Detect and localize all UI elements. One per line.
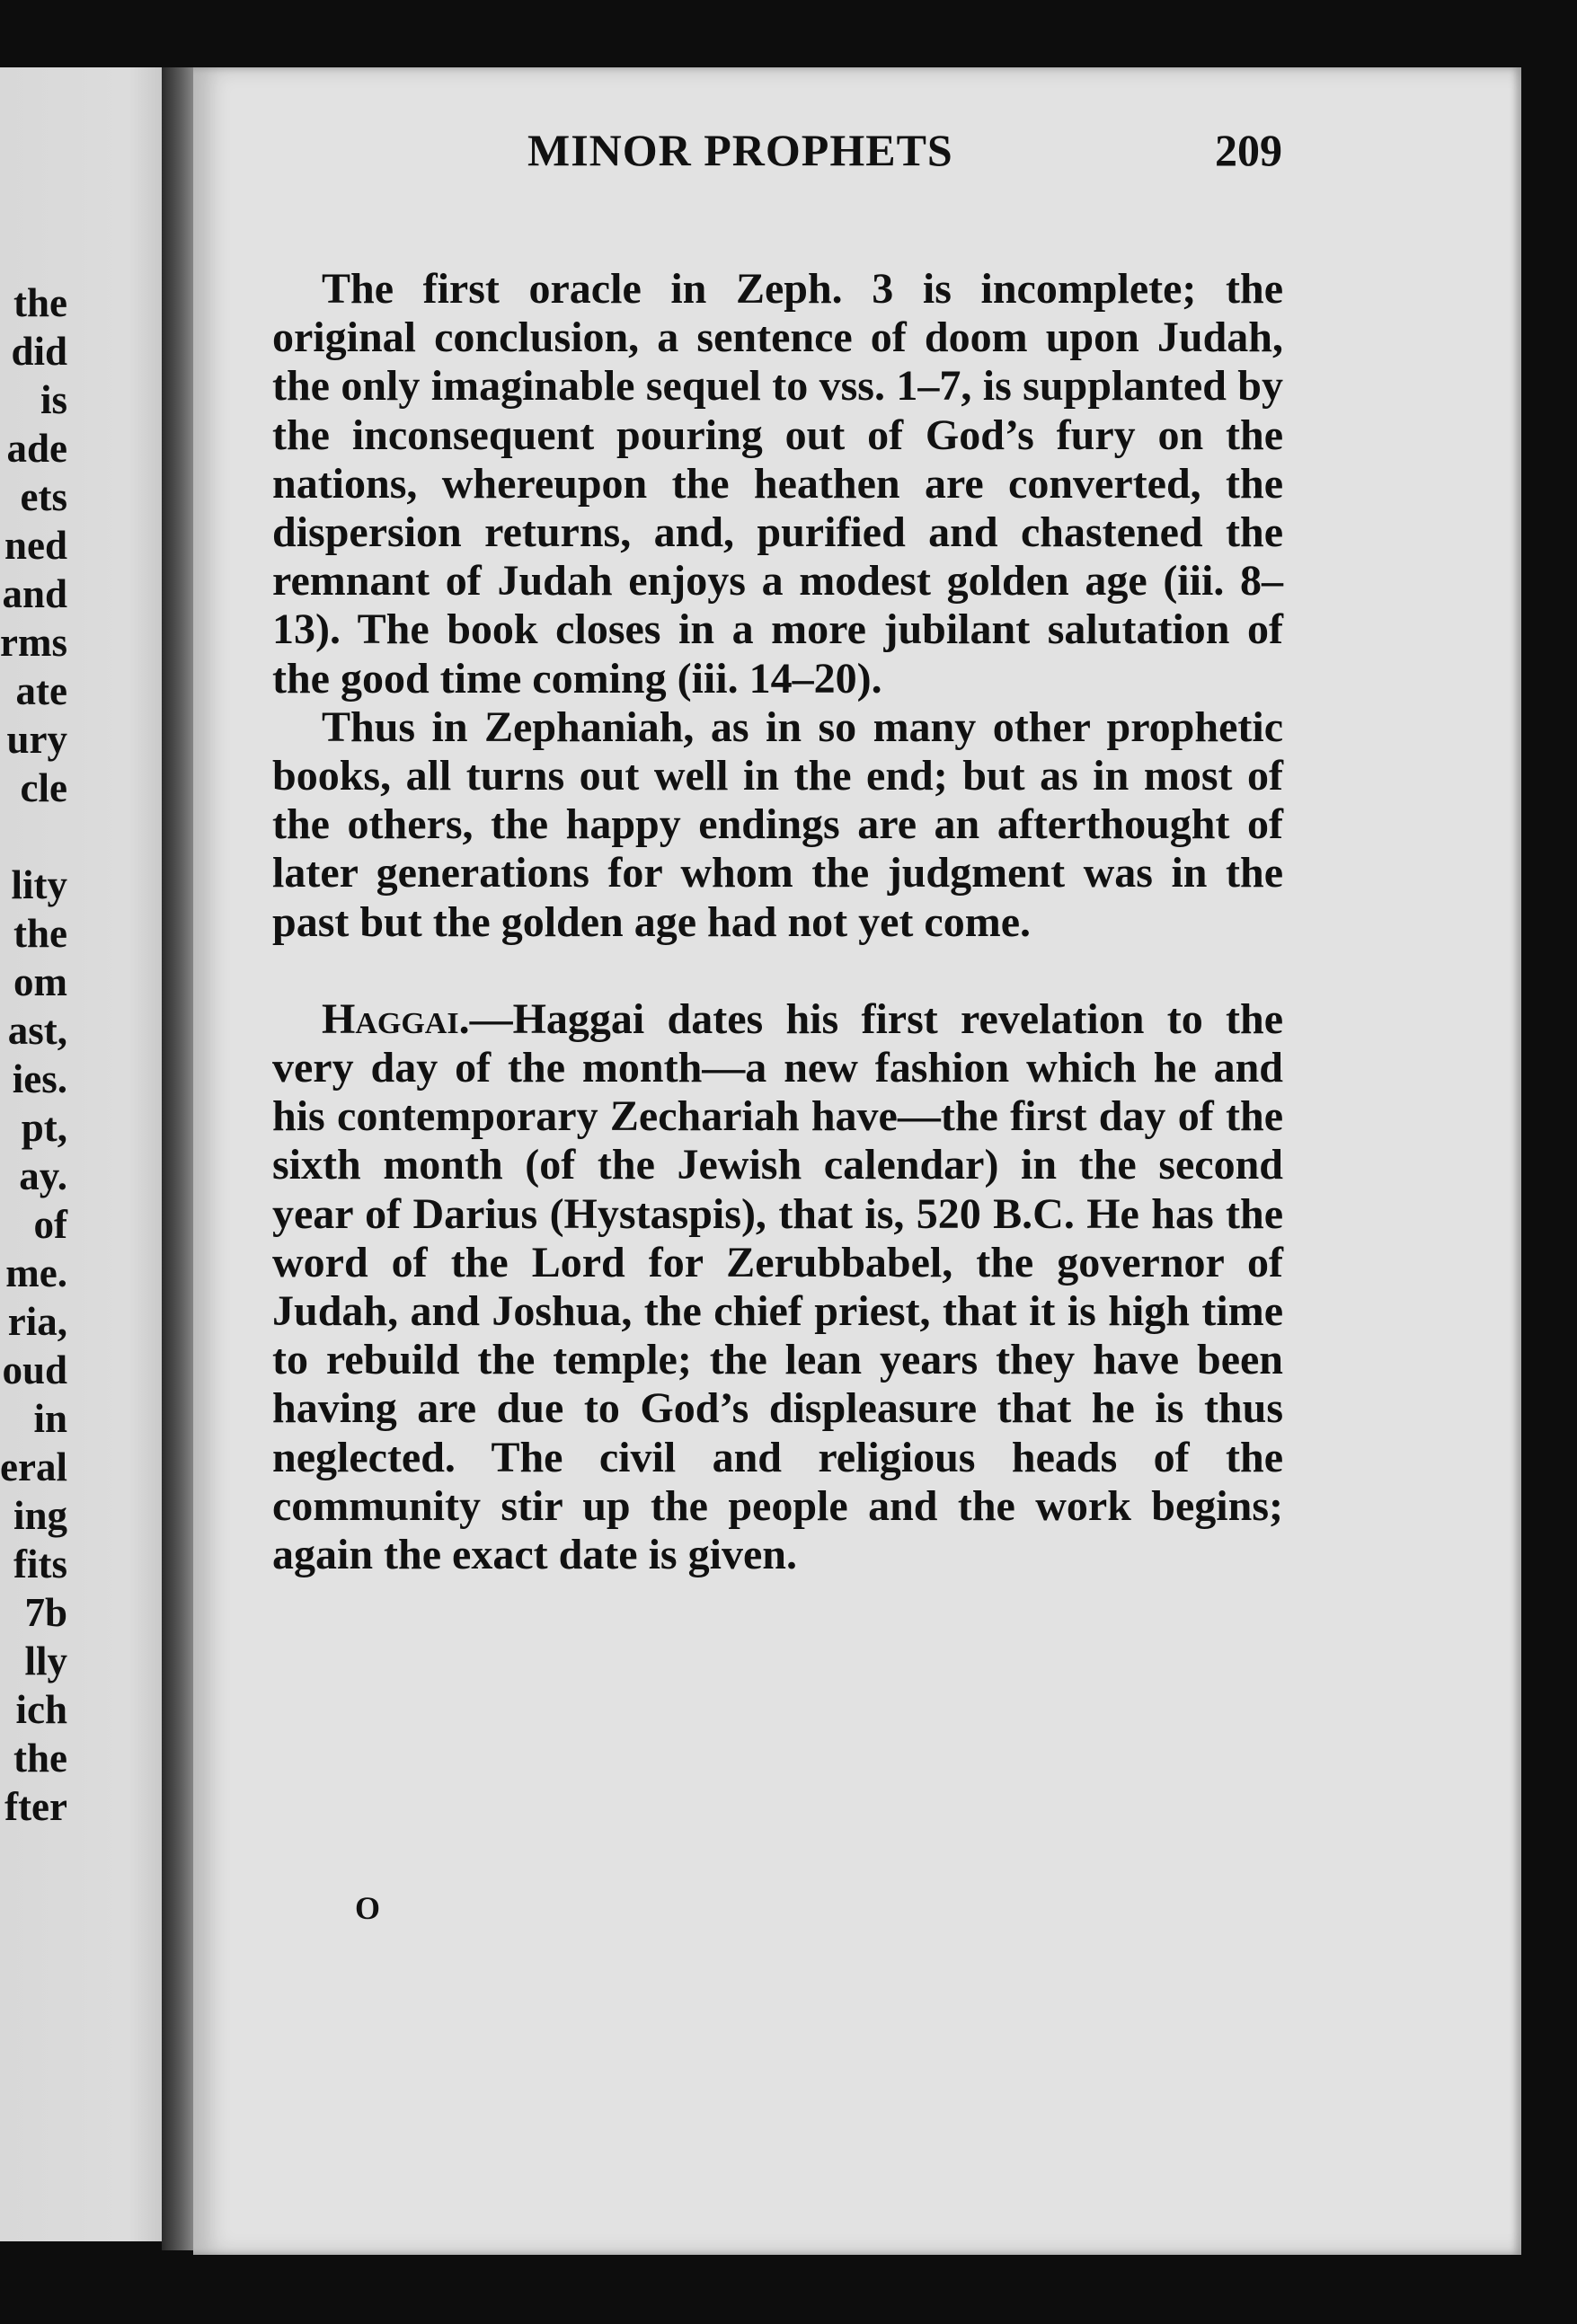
facing-page-fragment: in: [33, 1396, 67, 1441]
facing-page-fragment: lly: [24, 1639, 67, 1683]
facing-page-fragment: the: [13, 280, 67, 325]
paragraph-zephaniah-conclusion: Thus in Zephaniah, as in so many other prophetic books, all turns out well in the end; but as in most of the others, the happy endings are an afterthought of later generations for whom the judgment was in the past but the golden age had not yet come.: [272, 703, 1283, 946]
facing-page-fragment: ing: [13, 1493, 67, 1538]
body-text: [272, 265, 1283, 1579]
facing-page-fragment: lity: [11, 862, 67, 907]
paragraph-zephaniah-oracle: The first oracle in Zeph. 3 is incomplete; the original conclusion, a sentence of doom upon Judah, the only imaginable sequel to vss. 1–7, is supplanted by the inconsequent pouring out of God’s fury on the nations, whereupon the heathen are converted, the dispersion returns, and, purified and chastened the remnant of Judah enjoys a modest golden age (iii. 8–13). The book closes in a more jubilant salutation of the good time coming (iii. 14–20).: [272, 265, 1283, 703]
signature-mark: O: [355, 1890, 381, 1926]
facing-page-fragment: cle: [20, 765, 67, 810]
facing-page-fragment: ria,: [7, 1299, 67, 1344]
facing-page-fragment: fter: [4, 1784, 67, 1829]
facing-page-fragment: of: [33, 1202, 67, 1247]
facing-page-fragment: is: [40, 377, 67, 422]
facing-page-fragment: the: [13, 911, 67, 956]
facing-page-fragment: ned: [4, 523, 67, 568]
facing-page-fragment: ade: [6, 426, 67, 471]
running-head-title: MINOR PROPHETS: [527, 125, 953, 175]
facing-page-fragment: ury: [6, 717, 67, 762]
paragraph-haggai-text: —Haggai dates his first revelation to the very day of the month—a new fashion which he and his contemporary Zechariah have—the first day of the sixth month (of the Jewish calendar) in the second year of Darius (Hystaspis), that is, 520 B.C. He has the word of the Lord for Zerubbabel, the governor of Judah, and Joshua, the chief priest, that it is high time to rebuild the temple; the lean years they have been having are due to God’s displeasure that he is thus neglected. The civil and religious heads of the community stir up the people and the work begins; again the exact date is given.: [272, 994, 1283, 1579]
section-heading-haggai: Haggai.: [322, 994, 470, 1043]
facing-page-fragment: pt,: [21, 1105, 67, 1150]
facing-page-fragment: ets: [20, 474, 67, 519]
facing-page-fragment: me.: [5, 1250, 67, 1295]
facing-page-fragment: ate: [15, 668, 67, 713]
facing-page-fragment: om: [13, 959, 67, 1004]
facing-page-fragment: eral: [0, 1445, 67, 1489]
section-break: [272, 947, 1283, 995]
facing-page-fragment: the: [13, 1736, 67, 1781]
facing-page-fragment: ich: [15, 1687, 67, 1732]
facing-page-fragment: and: [2, 571, 67, 616]
page-number: 209: [1215, 125, 1282, 175]
facing-page-fragment: fits: [13, 1542, 67, 1586]
facing-page-fragment: did: [11, 329, 67, 374]
paragraph-haggai: [272, 995, 1283, 1579]
facing-page-fragment: ies.: [12, 1056, 67, 1101]
facing-page-fragment: ay.: [19, 1153, 67, 1198]
facing-page-fragment: 7b: [24, 1590, 67, 1635]
facing-page-fragment: ast,: [7, 1008, 67, 1053]
facing-page-fragment: rms: [0, 620, 67, 665]
running-head: [527, 124, 1282, 178]
facing-page-fragment: oud: [2, 1348, 67, 1392]
facing-page: [0, 67, 184, 2241]
